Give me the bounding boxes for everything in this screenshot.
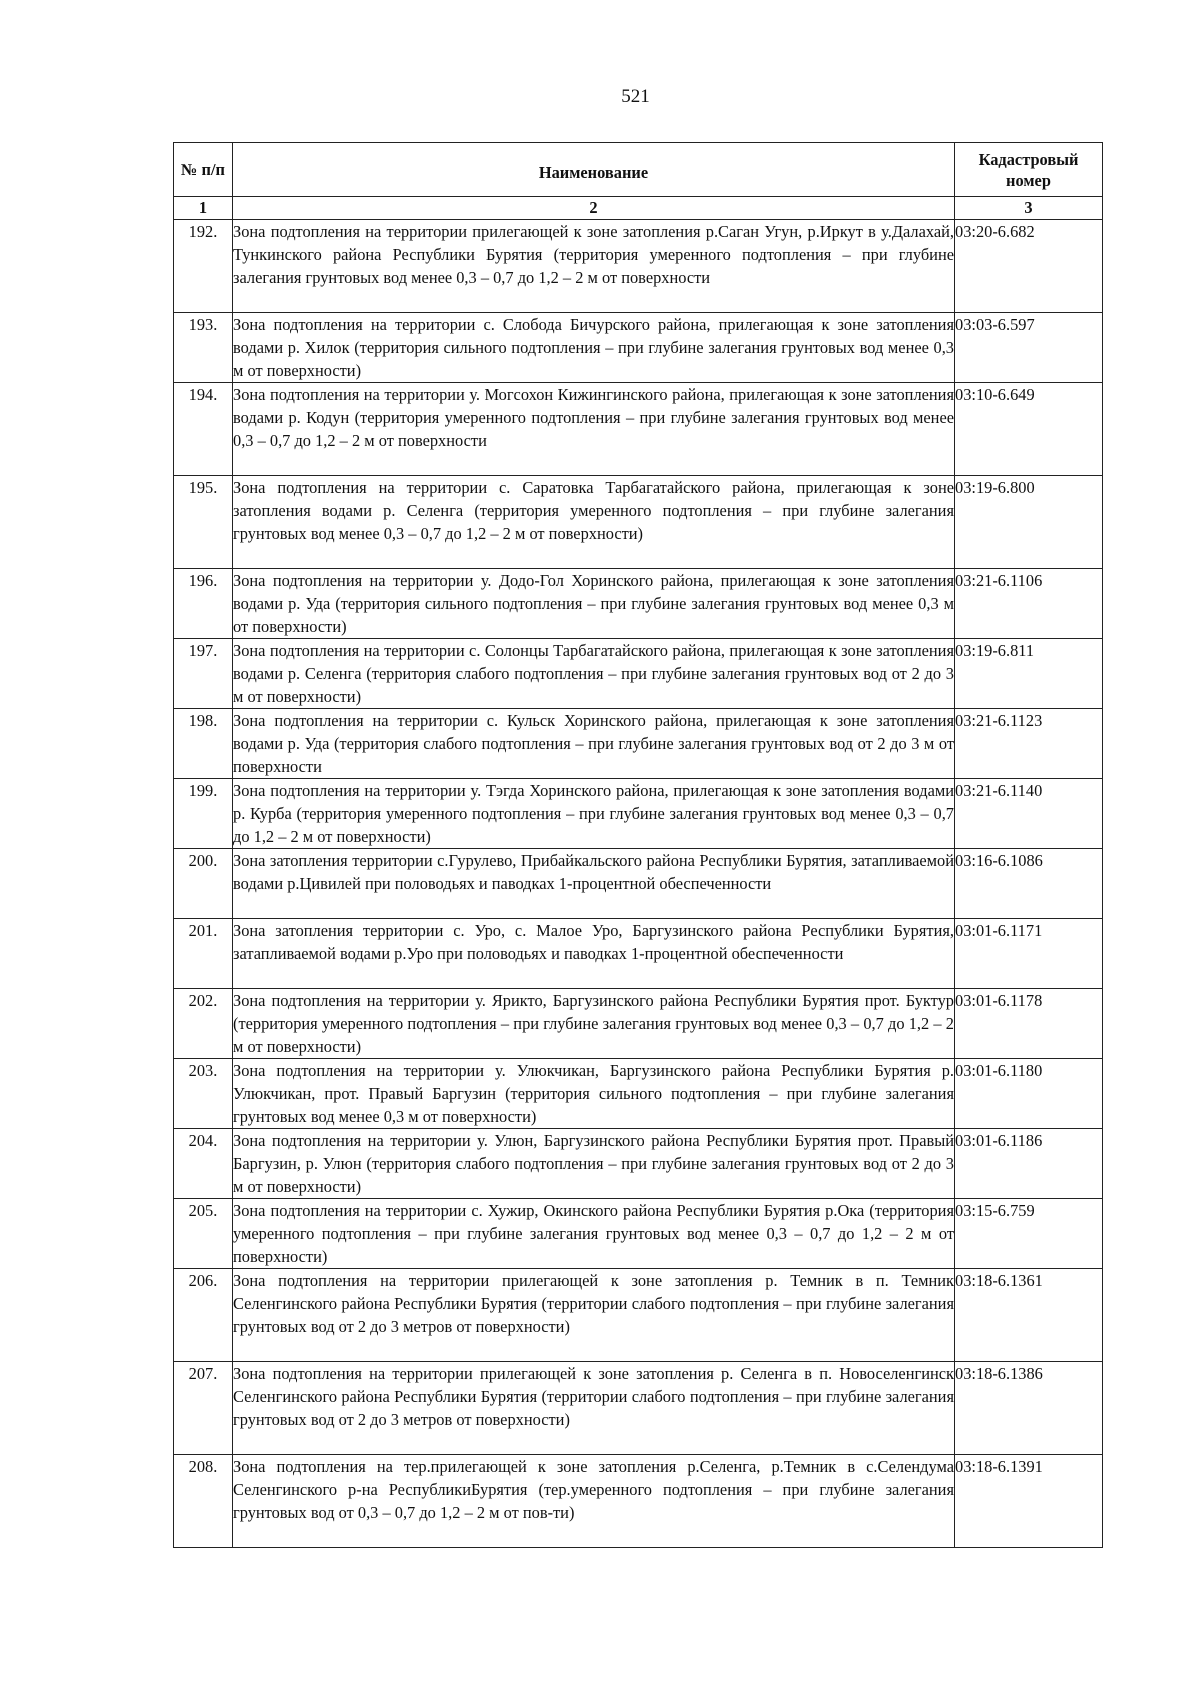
row-cadastral: 03:15-6.759 [955, 1199, 1103, 1269]
row-name: Зона подтопления на территории у. Улюкчикан, Баргузинского района Республики Бурятия р. Улюкчикан, прот. Правый Баргузин (территория сильного подтопления – при глубине залегания грунтовых вод менее 0,3 м от поверхности) [233, 1059, 955, 1129]
table-row [174, 1059, 1103, 1129]
row-num: 197. [174, 639, 233, 709]
row-num: 196. [174, 569, 233, 639]
table-row [174, 476, 1103, 569]
table-row [174, 779, 1103, 849]
row-cadastral: 03:19-6.811 [955, 639, 1103, 709]
row-name: Зона затопления территории с.Гурулево, Прибайкальского района Республики Бурятия, затапливаемой водами р.Цивилей при половодьях и паводках 1-процентной обеспеченности [233, 849, 955, 919]
row-cadastral: 03:18-6.1361 [955, 1269, 1103, 1362]
zones-table [173, 142, 1103, 1548]
row-num: 205. [174, 1199, 233, 1269]
row-num: 207. [174, 1362, 233, 1455]
row-name: Зона подтопления на территории с. Слобода Бичурского района, прилегающая к зоне затопления водами р. Хилок (территория сильного подтопления – при глубине залегания грунтовых вод менее 0,3 м от поверхности) [233, 313, 955, 383]
row-cadastral: 03:01-6.1171 [955, 919, 1103, 989]
table-row [174, 220, 1103, 313]
table-row [174, 849, 1103, 919]
table-row [174, 709, 1103, 779]
row-cadastral: 03:21-6.1140 [955, 779, 1103, 849]
row-cadastral: 03:01-6.1186 [955, 1129, 1103, 1199]
row-num: 199. [174, 779, 233, 849]
header-name: Наименование [233, 143, 955, 197]
table-row [174, 919, 1103, 989]
table-row [174, 1362, 1103, 1455]
table-row [174, 639, 1103, 709]
row-name: Зона затопления территории с. Уро, с. Малое Уро, Баргузинского района Республики Бурятия, затапливаемой водами р.Уро при половодьях и паводках 1-процентной обеспеченности [233, 919, 955, 989]
row-name: Зона подтопления на территории с. Саратовка Тарбагатайского района, прилегающая к зоне затопления водами р. Селенга (территория умеренного подтопления – при глубине залегания грунтовых вод менее 0,3 – 0,7 до 1,2 – 2 м от поверхности) [233, 476, 955, 569]
table-row [174, 1455, 1103, 1548]
row-num: 201. [174, 919, 233, 989]
header-num: № п/п [174, 143, 233, 197]
column-index-row [174, 197, 1103, 220]
row-cadastral: 03:21-6.1106 [955, 569, 1103, 639]
table-row [174, 1199, 1103, 1269]
table-row [174, 1129, 1103, 1199]
header-cadastral: Кадастровый номер [955, 143, 1103, 197]
table-row [174, 569, 1103, 639]
row-num: 200. [174, 849, 233, 919]
row-name: Зона подтопления на территории прилегающей к зоне затопления р.Саган Угун, р.Иркут в у.Далахай, Тункинского района Республики Бурятия (территория умеренного подтопления – при глубине залегания грунтовых вод менее 0,3 – 0,7 до 1,2 – 2 м от поверхности [233, 220, 955, 313]
row-num: 194. [174, 383, 233, 476]
row-cadastral: 03:19-6.800 [955, 476, 1103, 569]
row-num: 202. [174, 989, 233, 1059]
row-name: Зона подтопления на территории у. Додо-Гол Хоринского района, прилегающая к зоне затопления водами р. Уда (территория сильного подтопления – при глубине залегания грунтовых вод менее 0,3 м от поверхности) [233, 569, 955, 639]
row-name: Зона подтопления на территории прилегающей к зоне затопления р. Селенга в п. Новоселенгинск Селенгинского района Республики Бурятия (территории слабого подтопления – при глубине залегания грунтовых вод от 2 до 3 метров от поверхности) [233, 1362, 955, 1455]
row-name: Зона подтопления на территории прилегающей к зоне затопления р. Темник в п. Темник Селенгинского района Республики Бурятия (территории слабого подтопления – при глубине залегания грунтовых вод от 2 до 3 метров от поверхности) [233, 1269, 955, 1362]
row-cadastral: 03:01-6.1180 [955, 1059, 1103, 1129]
table-header-row [174, 143, 1103, 197]
row-name: Зона подтопления на территории с. Кульск Хоринского района, прилегающая к зоне затопления водами р. Уда (территория слабого подтопления – при глубине залегания грунтовых вод от 2 до 3 м от поверхности [233, 709, 955, 779]
row-cadastral: 03:01-6.1178 [955, 989, 1103, 1059]
row-num: 203. [174, 1059, 233, 1129]
row-cadastral: 03:21-6.1123 [955, 709, 1103, 779]
row-name: Зона подтопления на территории у. Улюн, Баргузинского района Республики Бурятия прот. Правый Баргузин, р. Улюн (территория слабого подтопления – при глубине залегания грунтовых вод от 2 до 3 м от поверхности) [233, 1129, 955, 1199]
column-index-3: 3 [955, 197, 1103, 220]
row-num: 193. [174, 313, 233, 383]
row-name: Зона подтопления на тер.прилегающей к зоне затопления р.Селенга, р.Темник в с.Селендума Селенгинского р-на РеспубликиБурятия (тер.умеренного подтопления – при глубине залегания грунтовых вод от 0,3 – 0,7 до 1,2 – 2 м от пов-ти) [233, 1455, 955, 1548]
table-row [174, 383, 1103, 476]
row-cadastral: 03:03-6.597 [955, 313, 1103, 383]
column-index-2: 2 [233, 197, 955, 220]
row-cadastral: 03:20-6.682 [955, 220, 1103, 313]
row-cadastral: 03:10-6.649 [955, 383, 1103, 476]
page-number: 521 [621, 86, 650, 107]
row-cadastral: 03:18-6.1386 [955, 1362, 1103, 1455]
row-num: 198. [174, 709, 233, 779]
column-index-1: 1 [174, 197, 233, 220]
row-name: Зона подтопления на территории у. Ярикто, Баргузинского района Республики Бурятия прот. Буктур (территория умеренного подтопления – при глубине залегания грунтовых вод менее 0,3 – 0,7 до 1,2 – 2 м от поверхности) [233, 989, 955, 1059]
row-num: 192. [174, 220, 233, 313]
row-num: 208. [174, 1455, 233, 1548]
table-row [174, 1269, 1103, 1362]
row-name: Зона подтопления на территории с. Хужир, Окинского района Республики Бурятия р.Ока (территория умеренного подтопления – при глубине залегания грунтовых вод менее 0,3 – 0,7 до 1,2 – 2 м от поверхности) [233, 1199, 955, 1269]
row-name: Зона подтопления на территории у. Могсохон Кижингинского района, прилегающая к зоне затопления водами р. Кодун (территория умеренного подтопления – при глубине залегания грунтовых вод менее 0,3 – 0,7 до 1,2 – 2 м от поверхности [233, 383, 955, 476]
row-num: 206. [174, 1269, 233, 1362]
row-cadastral: 03:16-6.1086 [955, 849, 1103, 919]
row-num: 204. [174, 1129, 233, 1199]
table-row [174, 313, 1103, 383]
table-row [174, 989, 1103, 1059]
row-name: Зона подтопления на территории у. Тэгда Хоринского района, прилегающая к зоне затопления водами р. Курба (территория умеренного подтопления – при глубине залегания грунтовых вод менее 0,3 – 0,7 до 1,2 – 2 м от поверхности) [233, 779, 955, 849]
row-name: Зона подтопления на территории с. Солонцы Тарбагатайского района, прилегающая к зоне затопления водами р. Селенга (территория слабого подтопления – при глубине залегания грунтовых вод от 2 до 3 м от поверхности) [233, 639, 955, 709]
row-num: 195. [174, 476, 233, 569]
row-cadastral: 03:18-6.1391 [955, 1455, 1103, 1548]
